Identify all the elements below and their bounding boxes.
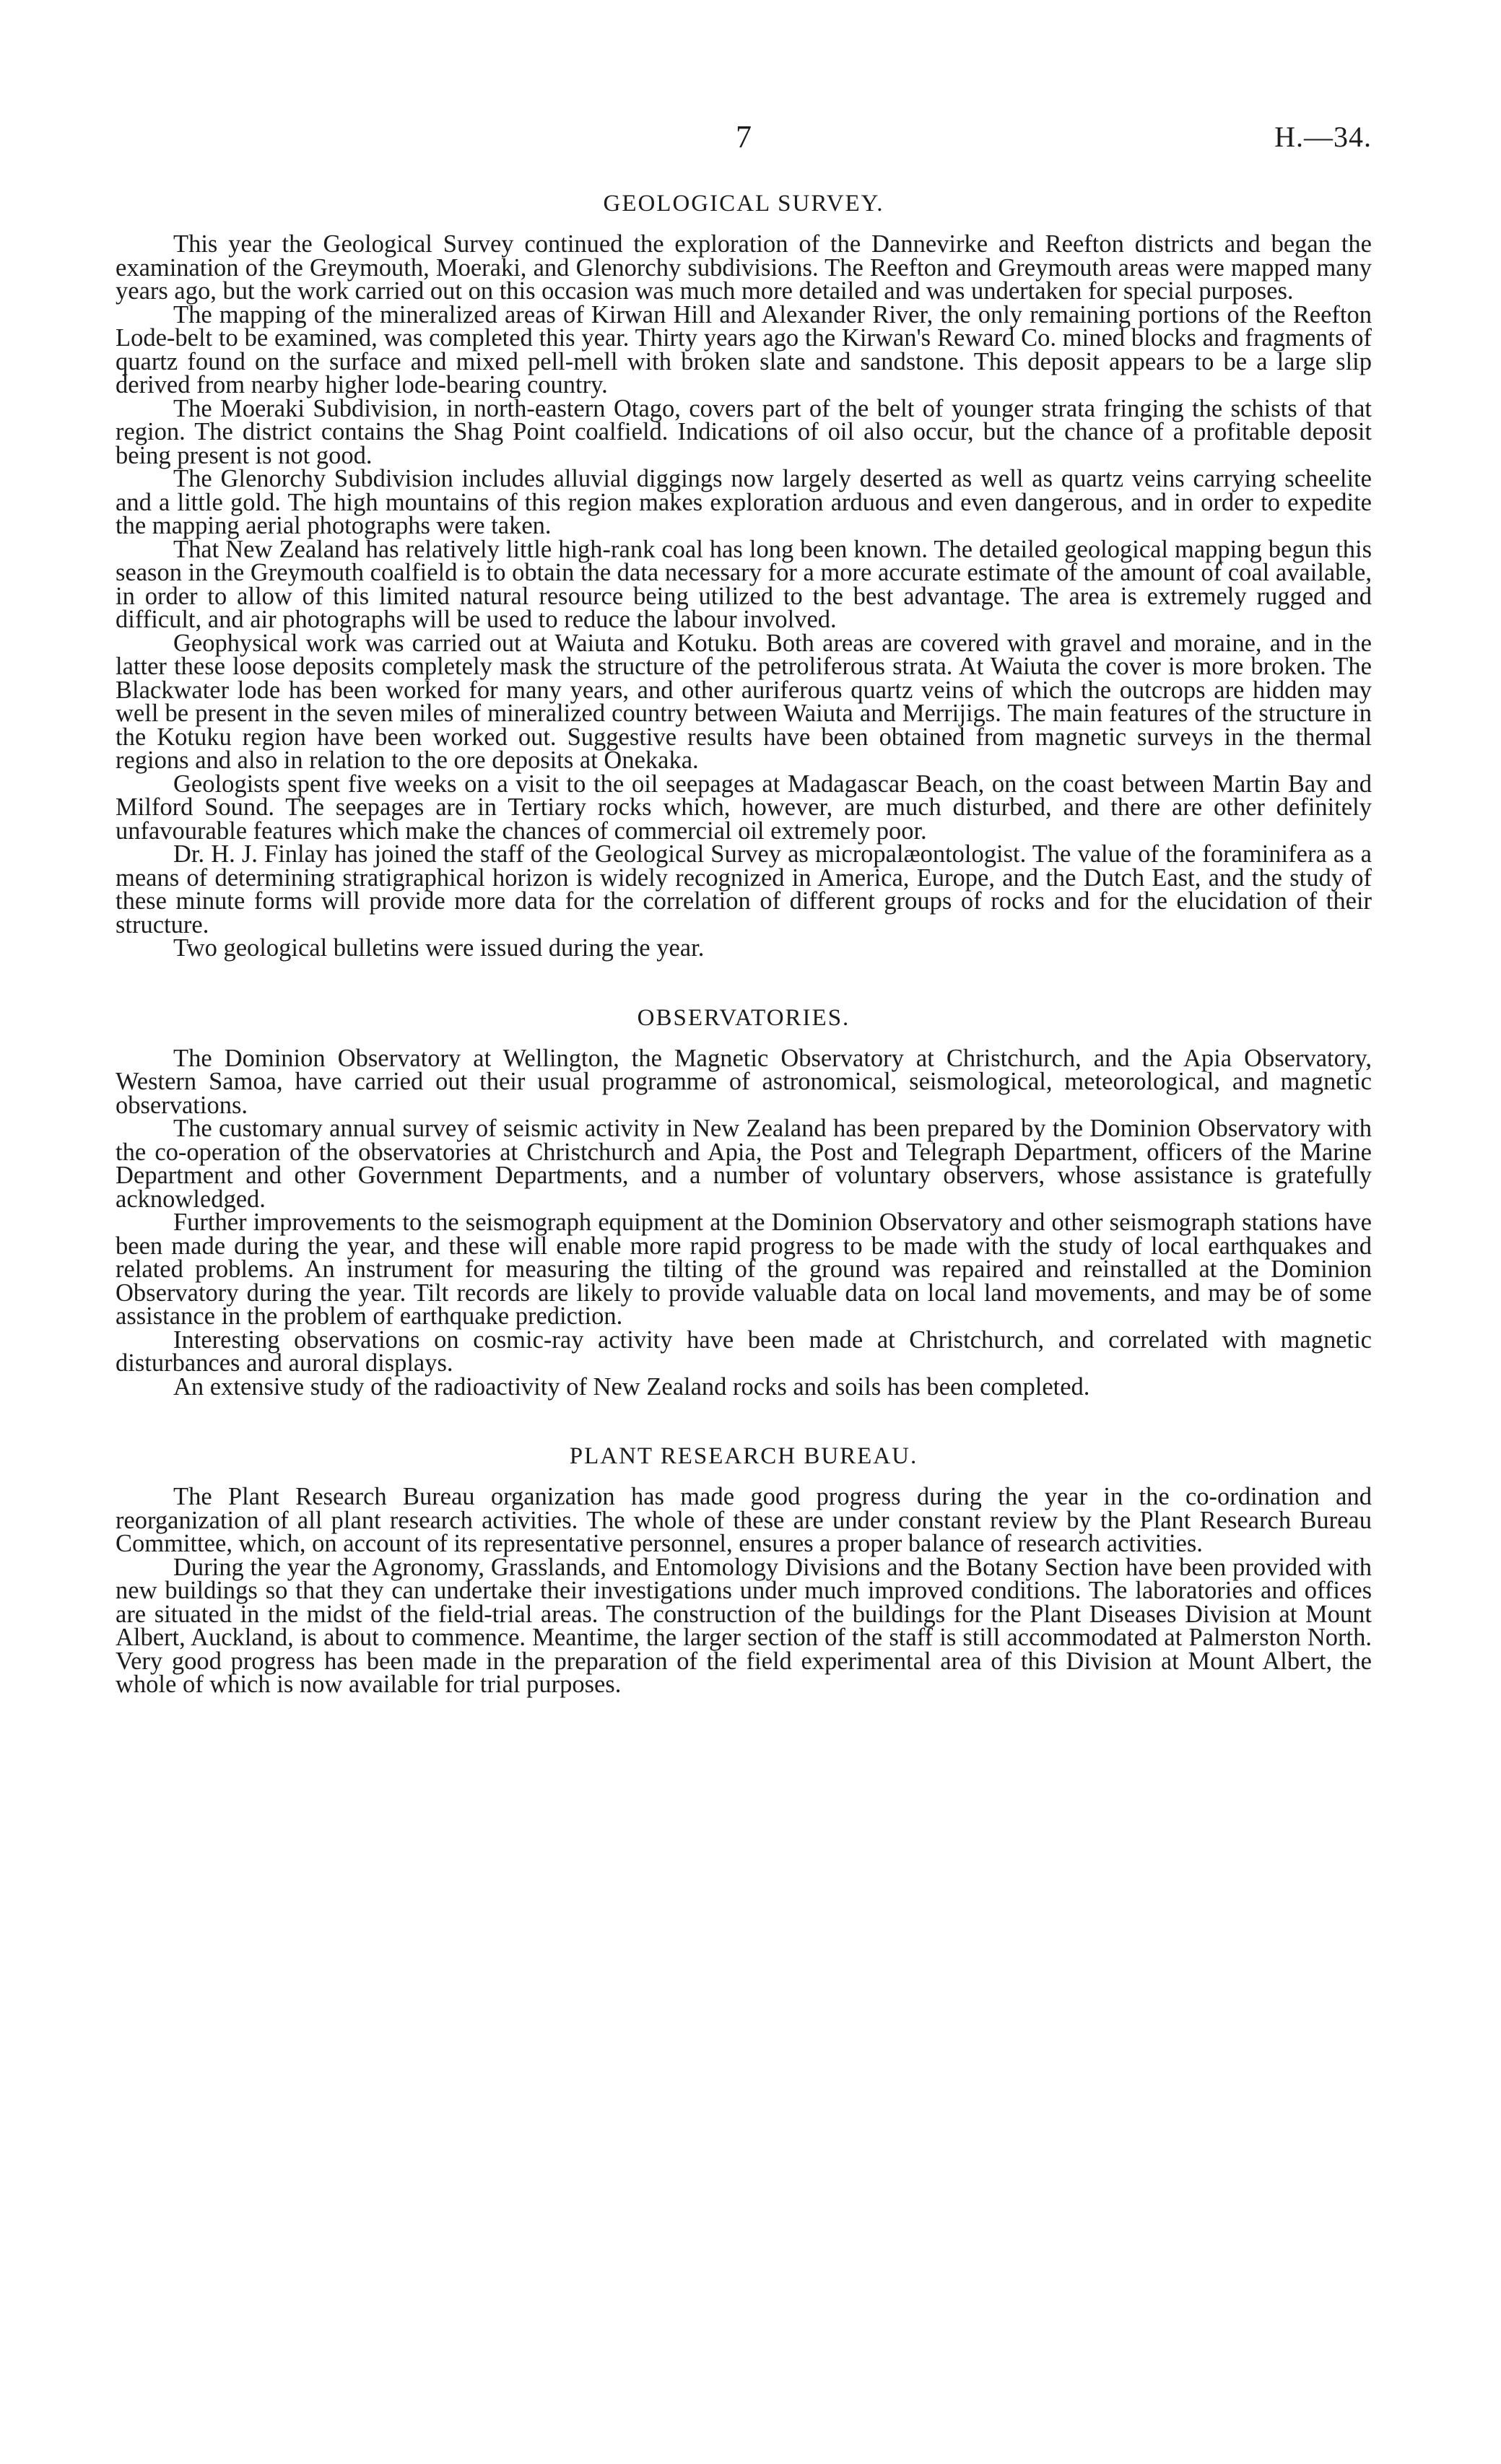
paragraph: An extensive study of the radioactivity of New Zealand rocks and soils has been completed. bbox=[173, 1372, 1090, 1401]
section-heading: GEOLOGICAL SURVEY. bbox=[603, 191, 884, 217]
paragraph: Interesting observations on cosmic-ray activity have been made at Christchurch, and correlated with magnetic disturbances and auroral displays. bbox=[116, 1325, 1372, 1377]
section-geological-survey bbox=[116, 189, 1372, 960]
page-content bbox=[116, 189, 1372, 1740]
document-reference: H.—34. bbox=[1274, 121, 1372, 153]
page-header bbox=[116, 116, 1372, 159]
paragraph: The Moeraki Subdivision, in north-eastern Otago, covers part of the belt of younger strata fringing the schists of that region. The district contains the Shag Point coalfield. Indications of oil also occur, but the chance of a profitable deposit being present is not good. bbox=[116, 394, 1372, 469]
paragraph: That New Zealand has relatively little high-rank coal has long been known. The detailed geological mapping begun this season in the Greymouth coalfield is to obtain the data necessary for a more accurate estimate of the amount of coal available, in order to allow of this limited natural resource being utilized to the best advantage. The area is extremely rugged and difficult, and air photographs will be used to reduce the labour involved. bbox=[116, 535, 1372, 633]
section-heading: PLANT RESEARCH BUREAU. bbox=[569, 1443, 918, 1469]
paragraph: Geologists spent five weeks on a visit to the oil seepages at Madagascar Beach, on the coast between Martin Bay and Milford Sound. The seepages are in Tertiary rocks which, however, are much disturbed, and there are other definitely unfavourable features which make the chances of commercial oil extremely poor. bbox=[116, 770, 1372, 845]
section-observatories bbox=[116, 1004, 1372, 1399]
paragraph: Two geological bulletins were issued during the year. bbox=[173, 934, 705, 962]
paragraph: The mapping of the mineralized areas of Kirwan Hill and Alexander River, the only remaining portions of the Reefton Lode-belt to be examined, was completed this year. Thirty years ago the Kirwan's Reward Co. mined blocks and fragments of quartz found on the surface and mixed pell-mell with broken slate and sandstone. This deposit appears to be a large slip derived from nearby higher lode-bearing country. bbox=[116, 300, 1372, 399]
section-heading: OBSERVATORIES. bbox=[637, 1004, 850, 1031]
paragraph: During the year the Agronomy, Grasslands, and Entomology Divisions and the Botany Section have been provided with new buildings so that they can undertake their investigations under much improved conditions. The laboratories and offices are situated in the midst of the field-trial areas. The construction of the buildings for the Plant Diseases Division at Mount Albert, Auckland, is about to commence. Meantime, the larger section of the staff is still accommodated at Palmerston North. Very good progress has been made in the preparation of the field experimental area of this Division at Mount Albert, the whole of which is now available for trial purposes. bbox=[116, 1553, 1372, 1698]
paragraph: Further improvements to the seismograph equipment at the Dominion Observatory and other seismograph stations have been made during the year, and these will enable more rapid progress to be made with the study of local earthquakes and related problems. An instrument for measuring the tilting of the ground was repaired and reinstalled at the Dominion Observatory during the year. Tilt records are likely to provide valuable data on local land movements, and may be of some assistance in the problem of earthquake prediction. bbox=[116, 1209, 1372, 1330]
paragraph: The Dominion Observatory at Wellington, the Magnetic Observatory at Christchurch, and the Apia Observatory, Western Samoa, have carried out their usual programme of astronomical, seismological, meteorological, and magnetic observations. bbox=[116, 1044, 1372, 1119]
paragraph: The customary annual survey of seismic activity in New Zealand has been prepared by the Dominion Observatory with the co-operation of the observatories at Christchurch and Apia, the Post and Telegraph Department, officers of the Marine Department and other Government Departments, and a number of voluntary observers, whose assistance is gratefully acknowledged. bbox=[116, 1115, 1372, 1213]
page-number: 7 bbox=[736, 119, 752, 154]
paragraph: Dr. H. J. Finlay has joined the staff of the Geological Survey as micropalæontologist. The value of the foraminifera as a means of determining stratigraphical horizon is widely recognized in America, Europe, and the Dutch East, and the study of these minute forms will provide more data for the correlation of different groups of rocks and for the elucidation of their structure. bbox=[116, 840, 1372, 939]
section-plant-research-bureau bbox=[116, 1442, 1372, 1697]
paragraph: This year the Geological Survey continued the exploration of the Dannevirke and Reefton districts and began the examination of the Greymouth, Moeraki, and Glenorchy subdivisions. The Reefton and Greymouth areas were mapped many years ago, but the work carried out on this occasion was much more detailed and was undertaken for special purposes. bbox=[116, 230, 1372, 305]
paragraph: Geophysical work was carried out at Waiuta and Kotuku. Both areas are covered with gravel and moraine, and in the latter these loose deposits completely mask the structure of the petroliferous strata. At Waiuta the cover is more broken. The Blackwater lode has been worked for many years, and other auriferous quartz veins of which the outcrops are hidden may well be present in the seven miles of mineralized country between Waiuta and Merrijigs. The main features of the structure in the Kotuku region have been worked out. Suggestive results have been obtained from magnetic surveys in the thermal regions and also in relation to the ore deposits at Onekaka. bbox=[116, 629, 1372, 774]
paragraph: The Plant Research Bureau organization has made good progress during the year in the co-ordination and reorganization of all plant research activities. The whole of these are under constant review by the Plant Research Bureau Committee, which, on account of its representative personnel, ensures a proper balance of research activities. bbox=[116, 1483, 1372, 1557]
paragraph: The Glenorchy Subdivision includes alluvial diggings now largely deserted as well as quartz veins carrying scheelite and a little gold. The high mountains of this region makes exploration arduous and even dangerous, and in order to expedite the mapping aerial photographs were taken. bbox=[116, 465, 1372, 539]
